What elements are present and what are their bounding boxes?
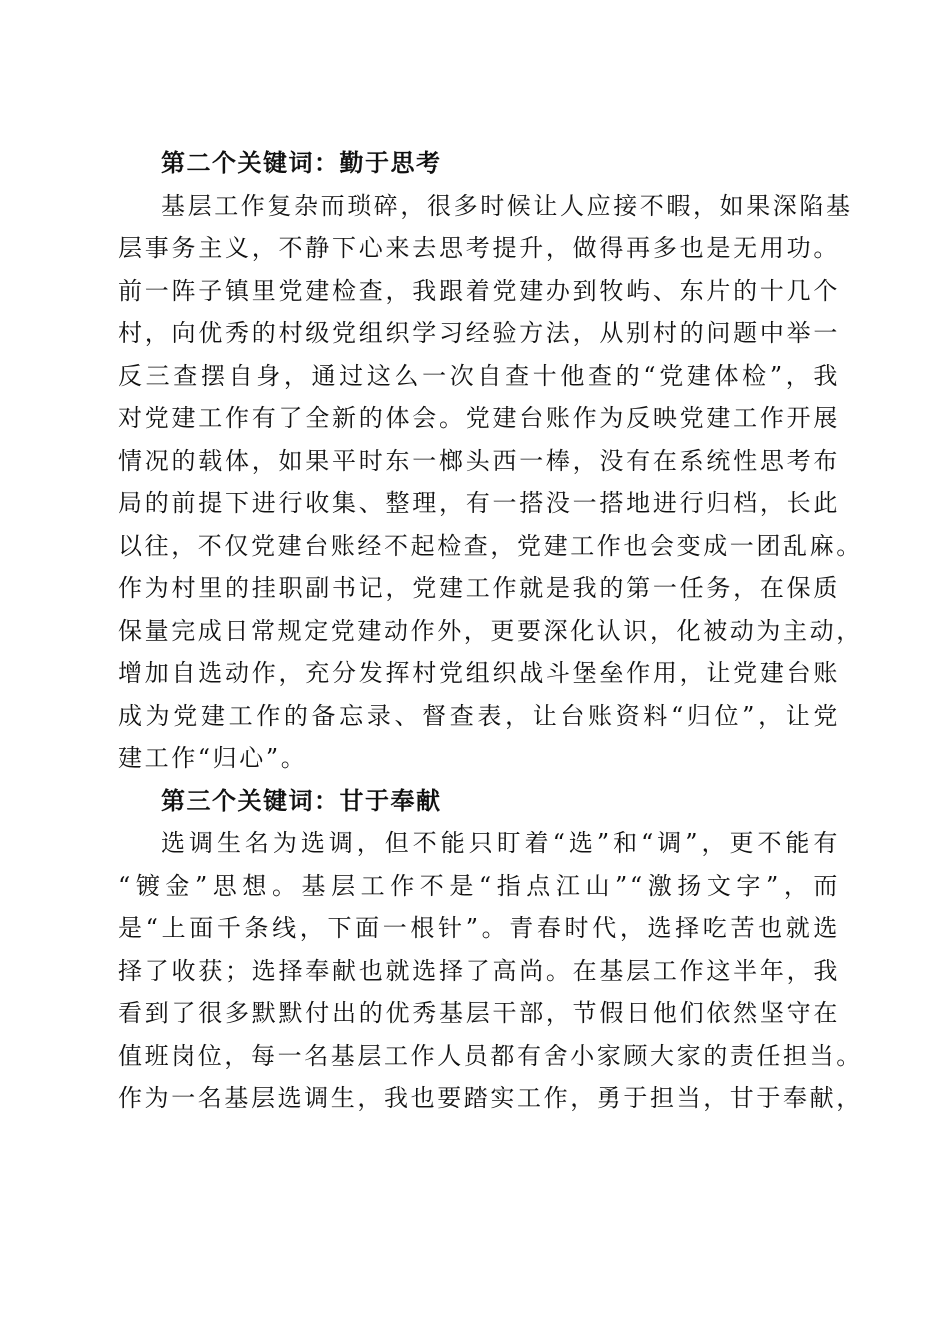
paragraph-line: 层事务主义，不静下心来去思考提升，做得再多也是无用功。 — [118, 234, 840, 262]
paragraph-line: 保量完成日常规定党建动作外，更要深化认识，化被动为主动， — [118, 616, 863, 645]
paragraph-line: 增加自选动作，充分发挥村党组织战斗堡垒作用，让党建台账 — [118, 659, 840, 687]
paragraph-line: 作为一名基层选调生，我也要踏实工作，勇于担当，甘于奉献， — [118, 1084, 863, 1112]
section-heading-dedication: 第三个关键词：甘于奉献 — [161, 785, 442, 815]
paragraph-line: 对党建工作有了全新的体会。党建台账作为反映党建工作开展 — [118, 404, 840, 432]
paragraph-line: 村，向优秀的村级党组织学习经验方法，从别村的问题中举一 — [118, 319, 840, 347]
section-heading-thinking: 第二个关键词：勤于思考 — [161, 148, 442, 177]
paragraph-line: 作为村里的挂职副书记，党建工作就是我的第一任务，在保质 — [118, 574, 840, 602]
paragraph-line: 建工作“归心”。 — [118, 744, 308, 772]
paragraph-line: 看到了很多默默付出的优秀基层干部，节假日他们依然坚守在 — [118, 999, 840, 1027]
paragraph-line: “镀金”思想。基层工作不是“指点江山”“激扬文字”，而 — [118, 871, 840, 900]
paragraph-line: 前一阵子镇里党建检查，我跟着党建办到牧屿、东片的十几个 — [118, 276, 840, 305]
paragraph-line: 值班岗位，每一名基层工作人员都有舍小家顾大家的责任担当。 — [118, 1041, 863, 1070]
paragraph-line: 情况的载体，如果平时东一榔头西一棒，没有在系统性思考布 — [118, 446, 840, 475]
paragraph-line: 是“上面千条线，下面一根针”。青春时代，选择吃苦也就选 — [118, 914, 840, 942]
paragraph-line: 成为党建工作的备忘录、督查表，让台账资料“归位”，让党 — [118, 701, 840, 730]
paragraph-line: 选调生名为选调，但不能只盯着“选”和“调”，更不能有 — [161, 829, 840, 857]
document-body — [118, 142, 863, 1120]
paragraph-line: 局的前提下进行收集、整理，有一搭没一搭地进行归档，长此 — [118, 489, 840, 517]
paragraph-line: 基层工作复杂而琐碎，很多时候让人应接不暇，如果深陷基 — [161, 191, 853, 220]
paragraph-line: 以往，不仅党建台账经不起检查，党建工作也会变成一团乱麻。 — [118, 531, 863, 560]
paragraph-line: 择了收获；选择奉献也就选择了高尚。在基层工作这半年，我 — [118, 956, 840, 985]
paragraph-line: 反三查摆自身，通过这么一次自查十他查的“党建体检”，我 — [118, 361, 840, 390]
